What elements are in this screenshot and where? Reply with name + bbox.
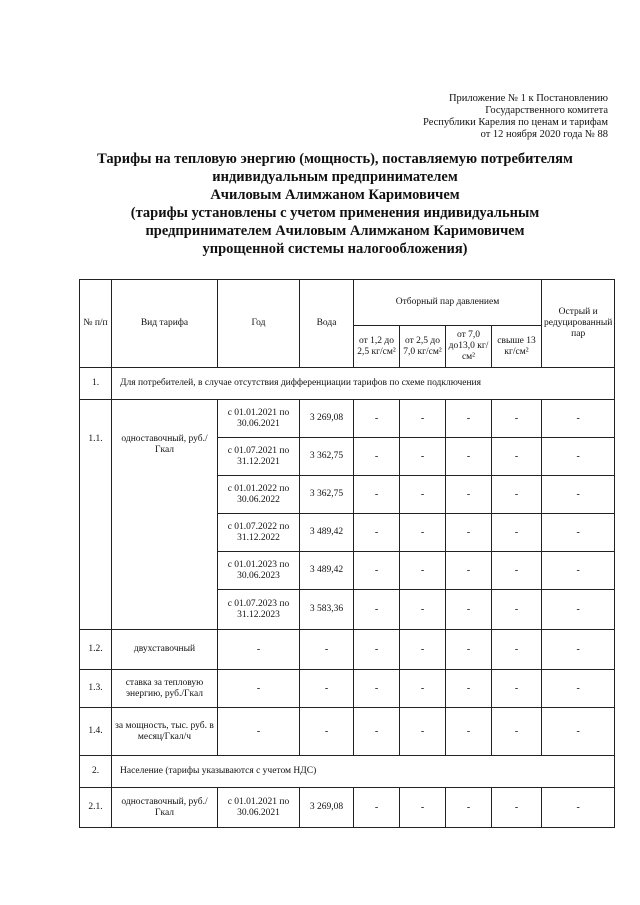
dash-cell: - bbox=[492, 476, 542, 514]
water-value: 3 362,75 bbox=[300, 476, 354, 514]
section-title: Для потребителей, в случае отсутствия дифференциации тарифов по схеме подключения bbox=[112, 368, 615, 400]
row-num: 1.4. bbox=[80, 708, 112, 756]
header-water: Вода bbox=[300, 280, 354, 368]
period-cell: с 01.01.2022 по 30.06.2022 bbox=[218, 476, 300, 514]
appendix-note bbox=[423, 93, 608, 141]
dash-cell: - bbox=[492, 438, 542, 476]
dash-cell: - bbox=[446, 476, 492, 514]
dash-cell: - bbox=[354, 788, 400, 828]
dash-cell: - bbox=[300, 630, 354, 670]
dash-cell: - bbox=[400, 400, 446, 438]
appendix-line: Государственного комитета bbox=[485, 105, 608, 116]
title-line: упрощенной системы налогообложения) bbox=[202, 241, 468, 257]
dash-cell: - bbox=[354, 630, 400, 670]
dash-cell: - bbox=[354, 438, 400, 476]
dash-cell: - bbox=[492, 514, 542, 552]
dash-cell: - bbox=[542, 708, 615, 756]
dash-cell: - bbox=[400, 476, 446, 514]
dash-cell: - bbox=[354, 708, 400, 756]
dash-cell: - bbox=[446, 400, 492, 438]
water-value: 3 362,75 bbox=[300, 438, 354, 476]
dash-cell: - bbox=[492, 552, 542, 590]
dash-cell: - bbox=[400, 630, 446, 670]
header-steam-2: от 2,5 до 7,0 кг/см² bbox=[400, 326, 446, 368]
dash-cell: - bbox=[354, 514, 400, 552]
dash-cell: - bbox=[492, 788, 542, 828]
dash-cell: - bbox=[354, 670, 400, 708]
dash-cell: - bbox=[218, 708, 300, 756]
appendix-line: от 12 ноября 2020 года № 88 bbox=[480, 129, 608, 140]
title-line: (тарифы установлены с учетом применения индивидуальным bbox=[130, 205, 540, 221]
dash-cell: - bbox=[446, 670, 492, 708]
dash-cell: - bbox=[400, 670, 446, 708]
header-steam-1: от 1,2 до 2,5 кг/см² bbox=[354, 326, 400, 368]
water-value: 3 583,36 bbox=[300, 590, 354, 630]
section-num: 2. bbox=[80, 756, 112, 788]
dash-cell: - bbox=[400, 552, 446, 590]
header-steam-4: свыше 13 кг/см² bbox=[492, 326, 542, 368]
dash-cell: - bbox=[400, 788, 446, 828]
dash-cell: - bbox=[542, 400, 615, 438]
dash-cell: - bbox=[446, 630, 492, 670]
title-line: Тарифы на тепловую энергию (мощность), поставляемую потребителям bbox=[97, 151, 573, 167]
dash-cell: - bbox=[446, 552, 492, 590]
dash-cell: - bbox=[542, 590, 615, 630]
row-type: двухставочный bbox=[112, 630, 218, 670]
header-sharp-steam: Острый и редуцированный пар bbox=[542, 280, 615, 368]
period-cell: с 01.07.2023 по 31.12.2023 bbox=[218, 590, 300, 630]
water-value: 3 269,08 bbox=[300, 788, 354, 828]
row-num: 2.1. bbox=[80, 788, 112, 828]
dash-cell: - bbox=[492, 590, 542, 630]
row-num: 1.3. bbox=[80, 670, 112, 708]
dash-cell: - bbox=[354, 552, 400, 590]
dash-cell: - bbox=[492, 400, 542, 438]
header-num: № п/п bbox=[80, 280, 112, 368]
header-type: Вид тарифа bbox=[112, 280, 218, 368]
dash-cell: - bbox=[400, 590, 446, 630]
dash-cell: - bbox=[354, 476, 400, 514]
dash-cell: - bbox=[400, 514, 446, 552]
period-cell: с 01.07.2022 по 31.12.2022 bbox=[218, 514, 300, 552]
dash-cell: - bbox=[400, 708, 446, 756]
row-num: 1.2. bbox=[80, 630, 112, 670]
dash-cell: - bbox=[542, 552, 615, 590]
dash-cell: - bbox=[218, 670, 300, 708]
tariff-table bbox=[79, 279, 615, 828]
dash-cell: - bbox=[542, 438, 615, 476]
dash-cell: - bbox=[542, 788, 615, 828]
water-value: 3 489,42 bbox=[300, 514, 354, 552]
dash-cell: - bbox=[446, 788, 492, 828]
header-year: Год bbox=[218, 280, 300, 368]
dash-cell: - bbox=[542, 514, 615, 552]
water-value: 3 269,08 bbox=[300, 400, 354, 438]
period-cell: с 01.01.2023 по 30.06.2023 bbox=[218, 552, 300, 590]
title-line: индивидуальным предпринимателем bbox=[212, 169, 458, 185]
appendix-line: Приложение № 1 к Постановлению bbox=[448, 93, 608, 104]
section-num: 1. bbox=[80, 368, 112, 400]
dash-cell: - bbox=[542, 670, 615, 708]
header-steam: Отборный пар давлением bbox=[354, 280, 542, 326]
title-line: предпринимателем Ачиловым Алимжаном Каримовичем bbox=[145, 223, 525, 239]
title-line: Ачиловым Алимжаном Каримовичем bbox=[210, 187, 460, 203]
dash-cell: - bbox=[542, 476, 615, 514]
row-type: ставка за тепловую энергию, руб./Гкал bbox=[112, 670, 218, 708]
dash-cell: - bbox=[300, 670, 354, 708]
dash-cell: - bbox=[492, 630, 542, 670]
row-type: одноставочный, руб./Гкал bbox=[112, 400, 218, 630]
dash-cell: - bbox=[400, 438, 446, 476]
dash-cell: - bbox=[446, 708, 492, 756]
appendix-line: Республики Карелия по ценам и тарифам bbox=[423, 117, 608, 128]
period-cell: с 01.01.2021 по 30.06.2021 bbox=[218, 400, 300, 438]
dash-cell: - bbox=[446, 590, 492, 630]
dash-cell: - bbox=[300, 708, 354, 756]
period-cell: с 01.01.2021 по 30.06.2021 bbox=[218, 788, 300, 828]
dash-cell: - bbox=[492, 708, 542, 756]
document-title bbox=[60, 150, 610, 258]
period-cell: с 01.07.2021 по 31.12.2021 bbox=[218, 438, 300, 476]
row-type: за мощность, тыс. руб. в месяц/Гкал/ч bbox=[112, 708, 218, 756]
header-steam-3: от 7,0 до13,0 кг/см² bbox=[446, 326, 492, 368]
water-value: 3 489,42 bbox=[300, 552, 354, 590]
row-type: одноставочный, руб./Гкал bbox=[112, 788, 218, 828]
dash-cell: - bbox=[218, 630, 300, 670]
dash-cell: - bbox=[446, 438, 492, 476]
dash-cell: - bbox=[492, 670, 542, 708]
row-num: 1.1. bbox=[80, 400, 112, 630]
section-title: Население (тарифы указываются с учетом НДС) bbox=[112, 756, 615, 788]
dash-cell: - bbox=[542, 630, 615, 670]
dash-cell: - bbox=[354, 400, 400, 438]
dash-cell: - bbox=[446, 514, 492, 552]
dash-cell: - bbox=[354, 590, 400, 630]
